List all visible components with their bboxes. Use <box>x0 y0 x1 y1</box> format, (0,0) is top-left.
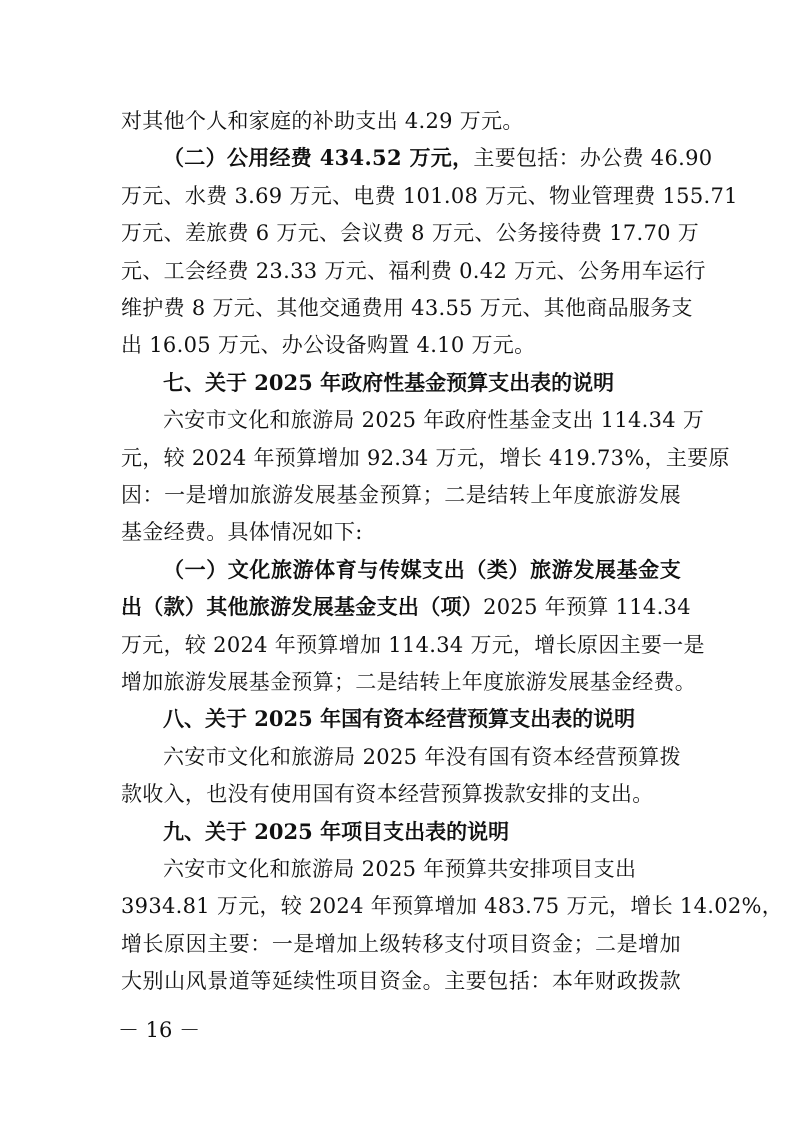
paragraph-line: 增加旅游发展基金预算；二是结转上年度旅游发展基金经费。 <box>121 670 697 694</box>
paragraph-line: 元，较 2024 年预算增加 92.34 万元，增长 419.73%，主要原 <box>121 445 730 470</box>
paragraph-line: 六安市文化和旅游局 2025 年预算共安排项目支出 <box>163 857 637 881</box>
subheading-culture-tourism-cont: 出（款）其他旅游发展基金支出（项） <box>121 594 484 620</box>
subheading-public-funds: （二）公用经费 434.52 万元， <box>163 145 474 171</box>
paragraph-line: 大别山风景道等延续性项目资金。主要包括：本年财政拨款 <box>121 969 681 994</box>
paragraph-line <box>163 138 713 178</box>
section-heading-8: 八、关于 2025 年国有资本经营预算支出表的说明 <box>163 706 636 732</box>
section-heading-7: 七、关于 2025 年政府性基金预算支出表的说明 <box>163 369 615 395</box>
paragraph-line: 增长原因主要：一是增加上级转移支付项目资金；二是增加 <box>121 931 681 956</box>
paragraph-line <box>121 587 691 627</box>
paragraph-line: 元、工会经费 23.33 万元、福利费 0.42 万元、公务用车运行 <box>121 258 706 283</box>
paragraph-line: 出 16.05 万元、办公设备购置 4.10 万元。 <box>121 333 536 358</box>
paragraph-line: 3934.81 万元，较 2024 年预算增加 483.75 万元，增长 14.02%， <box>121 894 784 919</box>
paragraph-line: 六安市文化和旅游局 2025 年没有国有资本经营预算拨 <box>163 744 681 769</box>
paragraph-line: 维护费 8 万元、其他交通费用 43.55 万元、其他商品服务支 <box>121 296 693 320</box>
section-heading-9: 九、关于 2025 年项目支出表的说明 <box>163 818 510 844</box>
page-number: － 16 － <box>118 1018 201 1042</box>
paragraph-line: 因：一是增加旅游发展基金预算；二是结转上年度旅游发展 <box>121 483 681 507</box>
paragraph-line: 六安市文化和旅游局 2025 年政府性基金支出 114.34 万 <box>163 408 705 433</box>
paragraph-line: 万元、差旅费 6 万元、会议费 8 万元、公务接待费 17.70 万 <box>121 221 700 246</box>
paragraph-text: 主要包括：办公费 46.90 <box>473 146 713 171</box>
paragraph-line: 对其他个人和家庭的补助支出 4.29 万元。 <box>121 109 524 133</box>
paragraph-line: 基金经费。具体情况如下: <box>121 520 363 545</box>
paragraph-line: 万元，较 2024 年预算增加 114.34 万元，增长原因主要一是 <box>121 632 705 657</box>
subheading-culture-tourism: （一）文化旅游体育与传媒支出（类）旅游发展基金支 <box>163 556 681 582</box>
paragraph-line: 万元、水费 3.69 万元、电费 101.08 万元、物业管理费 155.71 <box>121 183 738 208</box>
paragraph-text: 2025 年预算 114.34 <box>483 595 691 620</box>
paragraph-line: 款收入，也没有使用国有资本经营预算拨款安排的支出。 <box>121 782 654 807</box>
